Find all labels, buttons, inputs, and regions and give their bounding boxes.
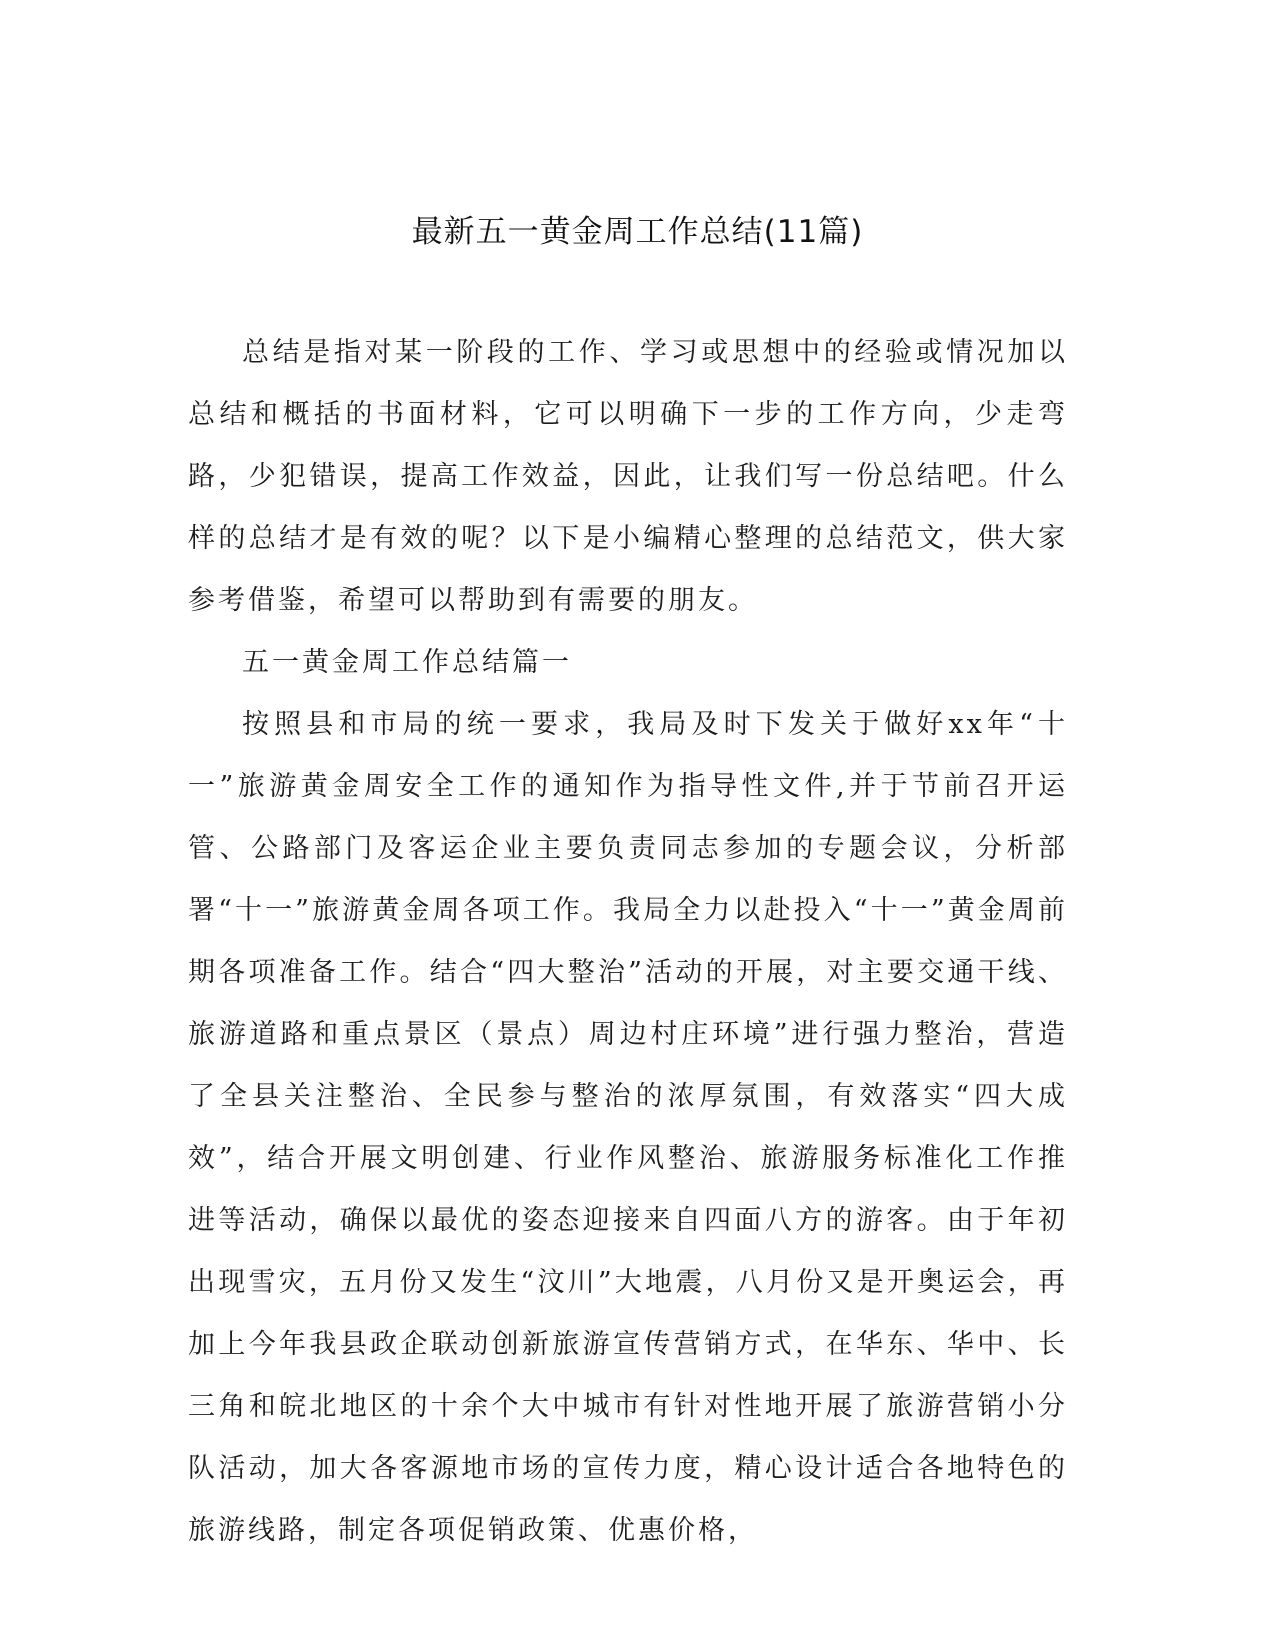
section-paragraph: 按照县和市局的统一要求，我局及时下发关于做好xx年“十一”旅游黄金周安全工作的通知作为指导性文件,并于节前召开运管、公路部门及客运企业主要负责同志参加的专题会议，分析部署“十一”旅游黄金周各项工作。我局全力以赴投入“十一”黄金周前期各项准备工作。结合“四大整治”活动的开展，对主要交通干线、旅游道路和重点景区（景点）周边村庄环境”进行强力整治，营造了全县关注整治、全民参与整治的浓厚氛围，有效落实“四大成效”，结合开展文明创建、行业作风整治、旅游服务标准化工作推进等活动，确保以最优的姿态迎接来自四面八方的游客。由于年初出现雪灾，五月份又发生“汶川”大地震，八月份又是开奥运会，再加上今年我县政企联动创新旅游宣传营销方式，在华东、华中、长三角和皖北地区的十余个大中城市有针对性地开展了旅游营销小分队活动，加大各客源地市场的宣传力度，精心设计适合各地特色的旅游线路，制定各项促销政策、优惠价格，: [188, 709, 1068, 1546]
document-body: [188, 322, 1068, 1562]
intro-paragraph: 总结是指对某一阶段的工作、学习或思想中的经验或情况加以总结和概括的书面材料，它可以明确下一步的工作方向，少走弯路，少犯错误，提高工作效益，因此，让我们写一份总结吧。什么样的总结才是有效的呢？以下是小编精心整理的总结范文，供大家参考借鉴，希望可以帮助到有需要的朋友。: [188, 337, 1068, 616]
section-heading: 五一黄金周工作总结篇一: [242, 647, 572, 678]
document-title: 最新五一黄金周工作总结(11篇): [411, 214, 864, 250]
